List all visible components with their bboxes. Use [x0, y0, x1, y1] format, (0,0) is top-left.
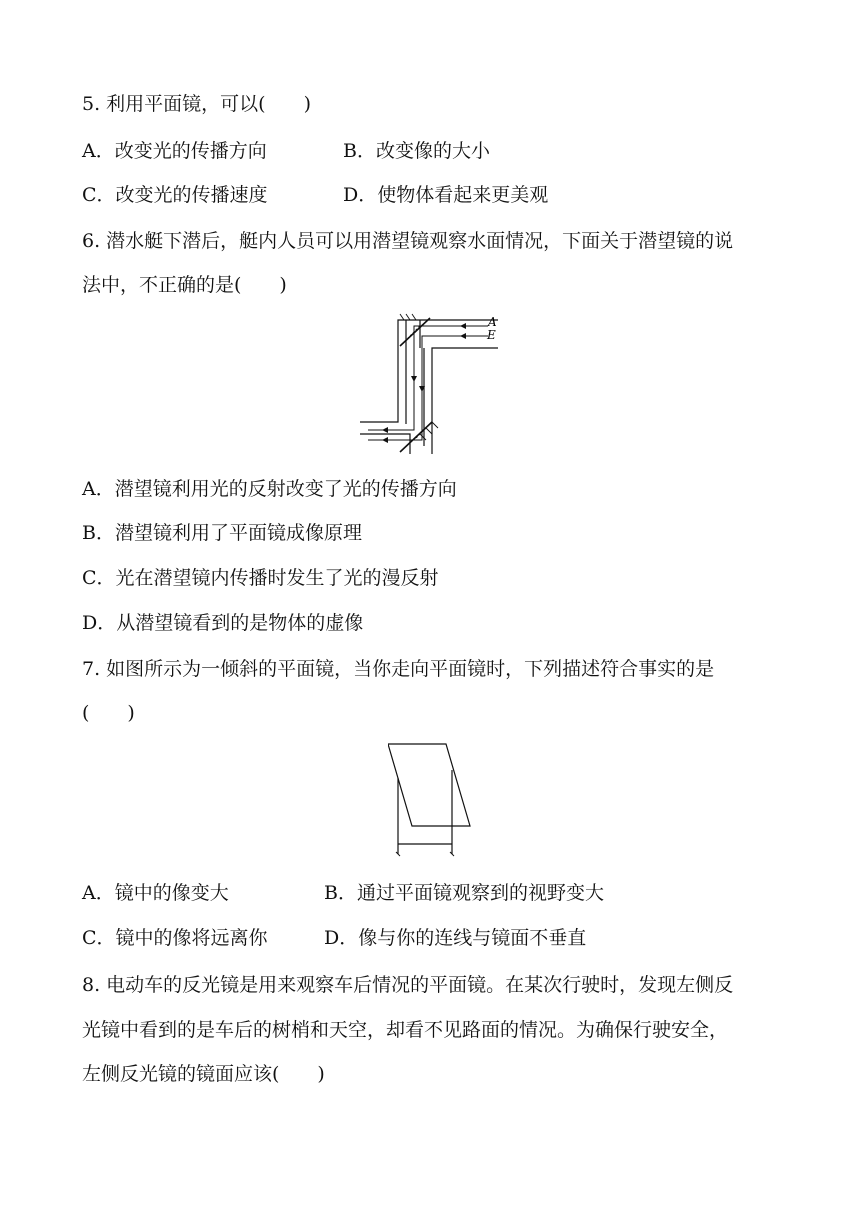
q7-option-a: A．镜中的像变大 — [82, 882, 229, 904]
q6-option-d: D．从潜望镜看到的是物体的虚像 — [82, 612, 364, 634]
q7-option-c: C．镜中的像将远离你 — [82, 927, 268, 949]
periscope-label-e: E — [487, 328, 496, 342]
q8-stem-line3: 左侧反光镜的镜面应该( ) — [82, 1063, 325, 1085]
q8-stem-line2: 光镜中看到的是车后的树梢和天空，却看不见路面的情况。为确保行驶安全， — [82, 1019, 729, 1041]
q6-option-a: A．潜望镜利用光的反射改变了光的传播方向 — [82, 478, 457, 500]
q5-option-b: B．改变像的大小 — [343, 140, 490, 162]
q7-option-b: B．通过平面镜观察到的视野变大 — [324, 882, 604, 904]
periscope-label-a: A — [488, 315, 497, 329]
q5-option-a: A．改变光的传播方向 — [82, 140, 267, 162]
q5-stem: 5. 利用平面镜，可以( ) — [82, 93, 311, 115]
q7-stem-line2: ( ) — [82, 702, 135, 724]
q8-stem-line1: 8. 电动车的反光镜是用来观察车后情况的平面镜。在某次行驶时，发现左侧反 — [82, 974, 734, 996]
q7-option-d: D．像与你的连线与镜面不垂直 — [324, 927, 587, 949]
q6-stem-line2: 法中，不正确的是( ) — [82, 274, 287, 296]
periscope-figure — [360, 312, 510, 458]
q6-option-b: B．潜望镜利用了平面镜成像原理 — [82, 522, 362, 544]
q5-option-d: D．使物体看起来更美观 — [343, 184, 549, 206]
tilted-mirror-figure — [388, 740, 478, 860]
q6-option-c: C．光在潜望镜内传播时发生了光的漫反射 — [82, 567, 439, 589]
q5-option-c: C．改变光的传播速度 — [82, 184, 268, 206]
q6-stem-line1: 6. 潜水艇下潜后，艇内人员可以用潜望镜观察水面情况，下面关于潜望镜的说 — [82, 230, 734, 252]
q7-stem-line1: 7. 如图所示为一倾斜的平面镜，当你走向平面镜时，下列描述符合事实的是 — [82, 658, 715, 680]
